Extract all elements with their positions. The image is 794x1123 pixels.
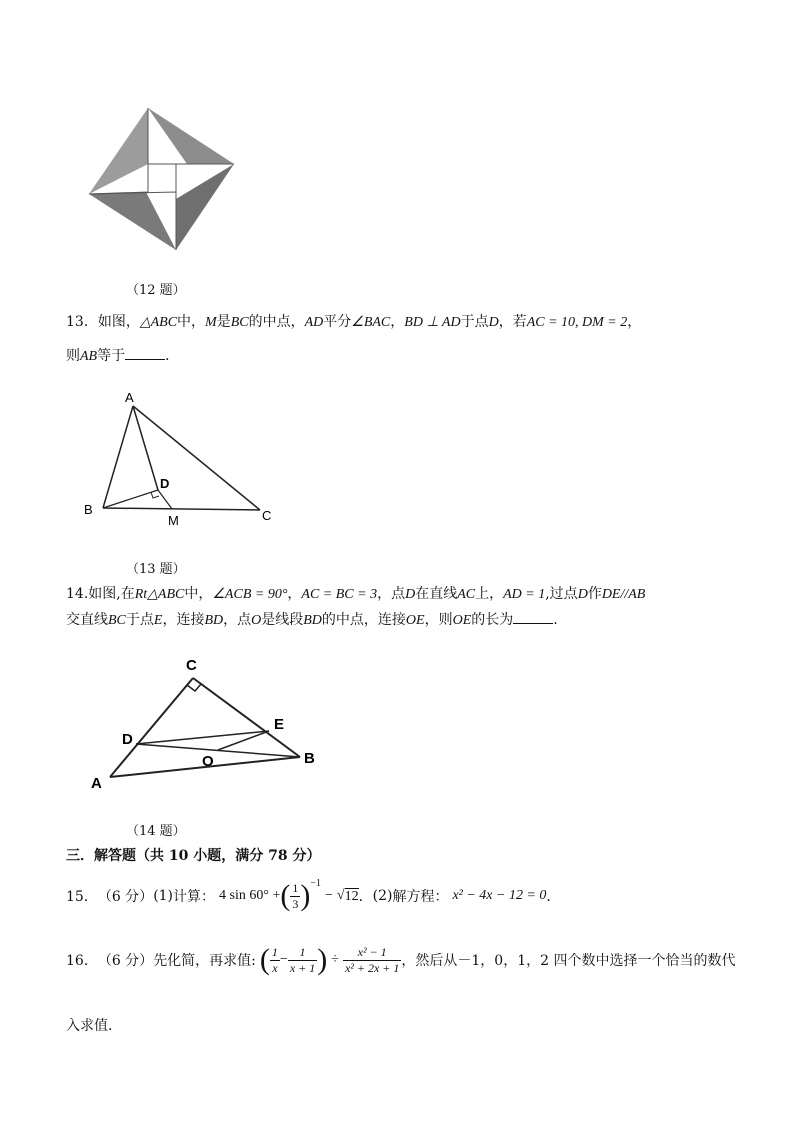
text: ，点 [223,612,252,628]
text: 则 [66,348,80,364]
text: ． [358,889,373,905]
question-14-line-2 [66,609,558,629]
denominator: x [272,960,278,975]
math: M [205,315,217,330]
part-label: (2) [372,888,393,904]
math: △ABC [139,315,178,330]
caption-q12: （12 题） [126,283,186,298]
question-13-line-1 [66,311,641,331]
fig13-label-B: B [84,502,93,517]
text: ， [390,314,405,330]
text: ，则 [424,612,453,628]
fig12-triangle-bottom [89,192,176,250]
math: BD [204,613,224,628]
math: ∠BAC [351,315,391,330]
math: AD [304,315,324,330]
question-number: 15． [66,889,98,905]
math: E [153,613,163,628]
text: 中， [184,586,213,602]
math: ÷ [331,952,339,967]
fraction-2 [288,945,317,976]
text: 于点 [460,314,489,330]
text: 在直线 [415,586,458,602]
question-16-line-2: 入求值． [66,1018,122,1034]
text: 上， [475,586,504,602]
math: ∠ACB = 90° [212,587,288,602]
caption-q14: （14 题） [126,824,186,839]
fraction-one-third [290,881,300,912]
fraction-1 [270,945,280,976]
text: . [553,612,558,628]
radicand: 12 [344,888,359,904]
denominator: x + 1 [289,960,316,975]
text: ，若 [498,314,527,330]
question-number: 16． [66,953,98,969]
fraction-3 [343,945,401,976]
text: 交直线 [66,612,108,628]
question-number: 14. [66,586,89,602]
question-14-line-1 [66,583,645,603]
fig13-label-C: C [262,508,272,523]
math: O [251,613,262,628]
text: 于点 [125,612,154,628]
paren-open: ( [280,879,291,912]
math: D [405,587,416,602]
math: AC [457,587,476,602]
math: BC [230,315,249,330]
fig14-label-C: C [186,657,197,674]
math: BD [303,613,322,628]
points: （6 分） [97,953,154,969]
fig13-label-D: D [160,476,170,491]
math: BC [108,613,126,628]
fig14-label-A: A [91,775,102,792]
answer-blank [513,611,553,624]
math: x² − 4x − 12 = 0 [452,888,547,903]
fig14-label-D: D [122,731,133,748]
denominator: x² + 2x + 1 [344,960,400,975]
text: 平分 [323,314,352,330]
text: ，点 [377,586,406,602]
math: OE [405,613,425,628]
text: 中， [177,314,206,330]
math: AC = 10, DM = 2 [526,315,628,330]
fig12-triangle-right [176,164,234,250]
figure-13 [80,388,280,528]
fig14-label-B: B [304,750,315,767]
fig13-label-M: M [168,513,179,528]
math: Rt△ABC [134,587,185,602]
fig14-label-E: E [274,716,285,733]
math: D [488,315,499,330]
numerator: 1 [271,944,278,959]
math: D [577,587,588,602]
math: AD = 1 [503,587,546,602]
text: 计算： [173,889,216,905]
caption-q13: （13 题） [126,562,186,577]
text: 作 [587,586,602,602]
text: ，然后从－1，0，1，2 四个数中选择一个恰当的数代 [401,953,736,969]
paren-close: ) [317,943,328,976]
sqrt-sign: √ [336,888,345,903]
text: 是 [216,314,231,330]
text: 先化简，再求值: [153,953,256,969]
text: 的中点，连接 [321,612,406,628]
math: DE//AB [601,587,646,602]
paren-close: ) [300,879,311,912]
numerator: 1 [292,880,299,895]
text: ,过点 [545,586,578,602]
fig13-label-A: A [125,390,134,405]
section-heading: 三．解答题（共 10 小题，满分 78 分） [66,848,321,864]
math: AC = BC = 3 [301,587,378,602]
fig14-label-O: O [202,753,214,770]
text: 等于 [97,348,126,364]
text: 如图,在 [88,586,135,602]
question-13-line-2 [66,345,179,365]
part-label: (1) [153,888,174,904]
text: 解方程： [392,889,449,905]
exponent: −1 [310,878,322,889]
answer-blank [125,347,165,360]
text: 的中点， [248,314,305,330]
text: 如图， [97,314,140,330]
question-number: 13． [66,314,98,330]
math: OE [452,613,472,628]
numerator: x² − 1 [343,945,401,961]
fig12-triangle-left [89,108,148,194]
text: ． [165,348,180,364]
text: 是线段 [261,612,304,628]
math: BD ⊥ AD [404,315,461,330]
math: − [325,888,333,903]
text: ， [627,314,642,330]
points: （6 分） [97,889,154,905]
numerator: 1 [288,945,317,961]
question-16-line-1 [66,936,735,984]
text: 的长为 [471,612,514,628]
figure-14 [86,652,326,797]
math: AB [80,349,98,364]
fig12-inner-square [148,164,176,192]
paren-open: ( [259,943,270,976]
question-15 [66,876,560,916]
text: ， [287,586,302,602]
denominator: 3 [292,896,299,911]
text: ，连接 [162,612,205,628]
math: 4 sin 60° + [219,888,281,903]
math: − [279,952,288,967]
figure-12 [86,106,236,256]
fig12-triangle-top [148,108,234,164]
text: ． [546,889,561,905]
